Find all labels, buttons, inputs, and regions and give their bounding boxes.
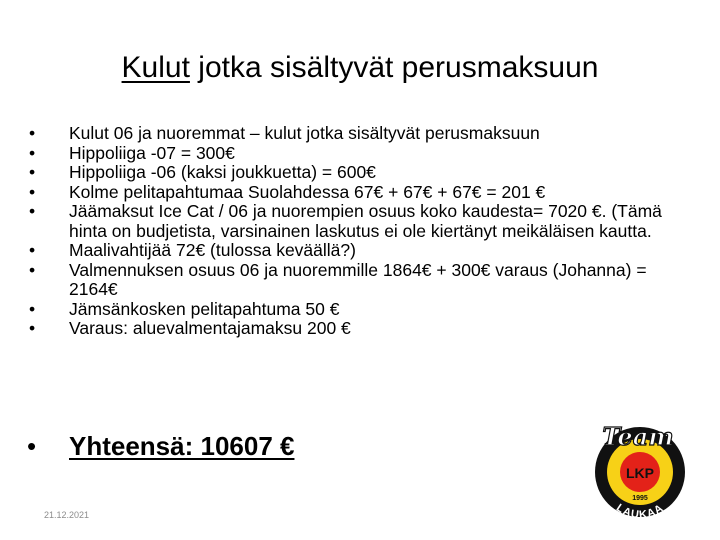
list-item: • Kulut 06 ja nuoremmat – kulut jotka sisältyvät perusmaksuun [0, 124, 720, 144]
cost-list [0, 124, 720, 339]
slide-title [0, 48, 720, 88]
list-item: • Jäämaksut Ice Cat / 06 ja nuorempien osuus koko kaudesta= 7020 €. (Tämä hinta on budjetista, varsinainen laskutus ei ole kiertänyt meikäläisen kautta. [0, 202, 720, 241]
total-amount: Yhteensä: 10607 € [69, 431, 295, 461]
slide-date: 21.12.2021 [44, 510, 90, 520]
team-lkp-logo [588, 418, 692, 522]
list-item: • Hippoliiga -06 (kaksi joukkuetta) = 600€ [0, 163, 720, 183]
bullet-icon: • [27, 431, 37, 461]
title-underlined-word: Kulut [121, 51, 190, 84]
logo-center-text: LKP [626, 465, 654, 481]
list-item: • Jämsänkosken pelitapahtuma 50 € [0, 300, 720, 320]
list-item: • Valmennuksen osuus 06 ja nuoremmille 1864€ + 300€ varaus (Johanna) = 2164€ [0, 261, 720, 300]
list-item: • Hippoliiga -07 = 300€ [0, 144, 720, 164]
logo-year: 1995 [632, 495, 648, 502]
list-item: • Varaus: aluevalmentajamaksu 200 € [0, 319, 720, 339]
logo-bottom-text: LAUKAA [613, 501, 667, 522]
logo-top-text: Team [602, 422, 674, 451]
list-item: • Kolme pelitapahtumaa Suolahdessa 67€ + 67€ + 67€ = 201 € [0, 183, 720, 203]
title-rest: jotka sisältyvät perusmaksuun [189, 51, 599, 84]
list-item: • Maalivahtijää 72€ (tulossa keväällä?) [0, 241, 720, 261]
